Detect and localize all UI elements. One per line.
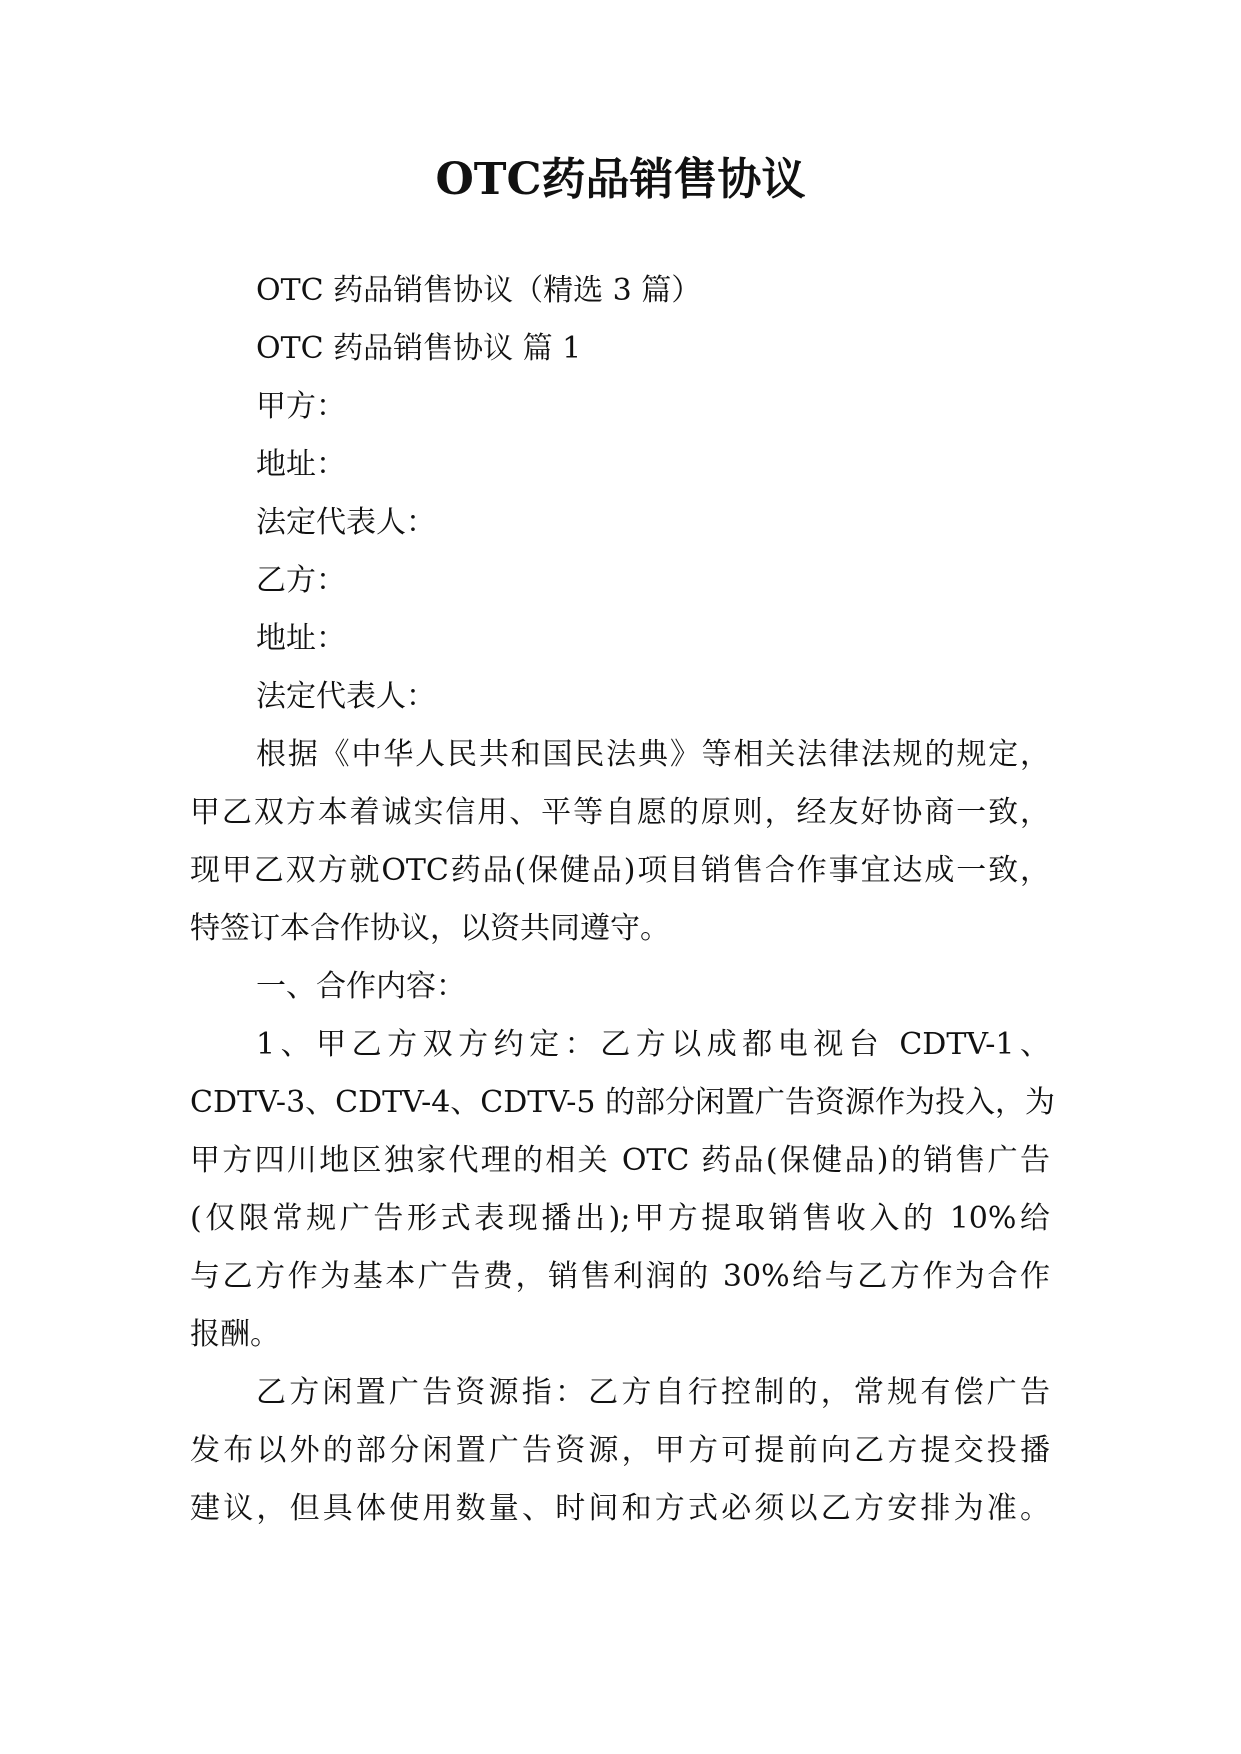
paragraph-line: 现甲乙双方就OTC药品(保健品)项目销售合作事宜达成一致， xyxy=(190,853,1050,888)
paragraph-line: 特签订本合作协议，以资共同遵守。 xyxy=(190,911,670,946)
paragraph-line: 根据《中华人民共和国民法典》等相关法律法规的规定， xyxy=(256,737,1050,772)
paragraph-line: CDTV-3、CDTV-4、CDTV-5 的部分闲置广告资源作为投入，为 xyxy=(190,1085,1055,1120)
paragraph-line: 甲乙双方本着诚实信用、平等自愿的原则，经友好协商一致， xyxy=(190,795,1050,830)
paragraph-cooperation-terms xyxy=(190,1016,1055,1364)
paragraph-line: 1、甲乙方双方约定：乙方以成都电视台 CDTV-1、 xyxy=(256,1027,1050,1062)
section-heading-block xyxy=(190,958,1050,1016)
paragraph-line: 甲方四川地区独家代理的相关 OTC 药品(保健品)的销售广告 xyxy=(190,1143,1050,1178)
paragraph-idle-resources xyxy=(190,1364,1050,1538)
party-a-address-label: 地址： xyxy=(256,447,346,482)
section-title-line: OTC 药品销售协议 篇 1 xyxy=(256,331,582,366)
party-b-representative-label: 法定代表人： xyxy=(256,679,436,714)
section-heading: 一、合作内容： xyxy=(256,969,466,1004)
paragraph-line: 与乙方作为基本广告费，销售利润的 30%给与乙方作为合作 xyxy=(190,1259,1050,1294)
paragraph-line: 报酬。 xyxy=(190,1317,280,1352)
party-a-label: 甲方： xyxy=(256,389,346,424)
document-title: OTC药品销售协议 xyxy=(435,154,806,205)
subtitle-line: OTC 药品销售协议（精选 3 篇） xyxy=(256,273,702,308)
header-block xyxy=(190,262,1050,726)
paragraph-line: 发布以外的部分闲置广告资源，甲方可提前向乙方提交投播 xyxy=(190,1433,1050,1468)
party-a-representative-label: 法定代表人： xyxy=(256,505,436,540)
paragraph-line: (仅限常规广告形式表现播出);甲方提取销售收入的 10%给 xyxy=(190,1201,1050,1236)
party-b-label: 乙方： xyxy=(256,563,346,598)
party-b-address-label: 地址： xyxy=(256,621,346,656)
paragraph-line: 建议，但具体使用数量、时间和方式必须以乙方安排为准。 xyxy=(190,1491,1050,1526)
paragraph-legal-basis xyxy=(190,726,1050,958)
paragraph-line: 乙方闲置广告资源指：乙方自行控制的，常规有偿广告 xyxy=(256,1375,1050,1410)
